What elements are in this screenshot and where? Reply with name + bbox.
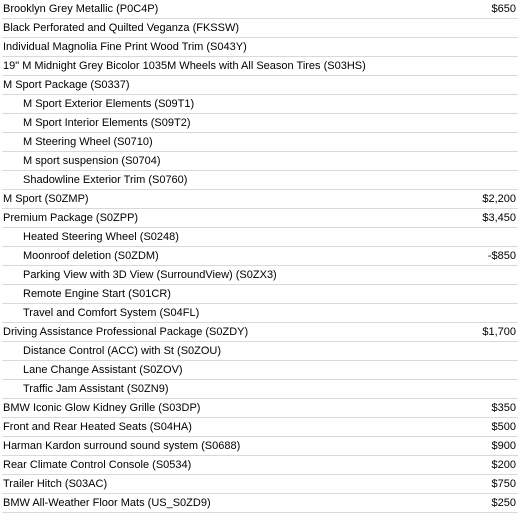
package-sub-option-row [2,152,518,171]
option-row [2,38,518,57]
package-sub-option-row [2,380,518,399]
option-price [426,38,518,57]
option-price [426,266,518,285]
option-row [2,209,518,228]
option-name: Harman Kardon surround sound system (S0688) [2,437,426,456]
option-name: Rear Climate Control Console (S0534) [2,456,426,475]
option-name: Trailer Hitch (S03AC) [2,475,426,494]
package-sub-option-row [2,285,518,304]
option-row [2,323,518,342]
option-price [426,133,518,152]
option-name: BMW Iconic Glow Kidney Grille (S03DP) [2,399,426,418]
option-row [2,475,518,494]
package-sub-option-row [2,304,518,323]
option-name: 19" M Midnight Grey Bicolor 1035M Wheels with All Season Tires (S03HS) [2,57,426,76]
option-row [2,76,518,95]
package-sub-option-row [2,361,518,380]
option-price [426,57,518,76]
option-name: Travel and Comfort System (S04FL) [2,304,426,323]
option-name: M Sport Exterior Elements (S09T1) [2,95,426,114]
option-row [2,0,518,19]
option-price [426,361,518,380]
option-name: M Sport Package (S0337) [2,76,426,95]
option-row [2,57,518,76]
option-price: -$850 [426,247,518,266]
option-price: $350 [426,399,518,418]
option-price [426,76,518,95]
option-price: $1,700 [426,323,518,342]
options-table [2,0,518,513]
option-price: $3,450 [426,209,518,228]
option-price: $750 [426,475,518,494]
option-name: M Sport (S0ZMP) [2,190,426,209]
package-sub-option-row [2,95,518,114]
package-sub-option-row [2,247,518,266]
option-price [426,342,518,361]
option-price [426,95,518,114]
option-name: Lane Change Assistant (S0ZOV) [2,361,426,380]
option-name: Front and Rear Heated Seats (S04HA) [2,418,426,437]
option-price [426,114,518,133]
option-price [426,304,518,323]
option-name: Parking View with 3D View (SurroundView) (S0ZX3) [2,266,426,285]
package-sub-option-row [2,342,518,361]
package-sub-option-row [2,228,518,247]
option-row [2,399,518,418]
package-sub-option-row [2,266,518,285]
option-name: M sport suspension (S0704) [2,152,426,171]
option-price [426,228,518,247]
option-price: $2,200 [426,190,518,209]
package-sub-option-row [2,133,518,152]
option-price [426,380,518,399]
option-price [426,285,518,304]
option-price [426,19,518,38]
option-name: Heated Steering Wheel (S0248) [2,228,426,247]
option-name: Traffic Jam Assistant (S0ZN9) [2,380,426,399]
option-name: M Steering Wheel (S0710) [2,133,426,152]
option-name: Black Perforated and Quilted Veganza (FKSSW) [2,19,426,38]
option-price: $200 [426,456,518,475]
option-name: Shadowline Exterior Trim (S0760) [2,171,426,190]
option-name: Moonroof deletion (S0ZDM) [2,247,426,266]
option-name: BMW All-Weather Floor Mats (US_S0ZD9) [2,494,426,513]
package-sub-option-row [2,171,518,190]
option-name: Premium Package (S0ZPP) [2,209,426,228]
option-price: $250 [426,494,518,513]
option-name: Driving Assistance Professional Package (S0ZDY) [2,323,426,342]
option-name: Individual Magnolia Fine Print Wood Trim (S043Y) [2,38,426,57]
options-list [2,0,518,513]
option-row [2,437,518,456]
option-name: Distance Control (ACC) with St (S0ZOU) [2,342,426,361]
option-price [426,171,518,190]
option-name: Brooklyn Grey Metallic (P0C4P) [2,0,426,19]
option-price: $650 [426,0,518,19]
option-row [2,418,518,437]
option-price: $500 [426,418,518,437]
option-row [2,190,518,209]
option-row [2,456,518,475]
option-price [426,152,518,171]
option-name: M Sport Interior Elements (S09T2) [2,114,426,133]
option-price: $900 [426,437,518,456]
option-name: Remote Engine Start (S01CR) [2,285,426,304]
option-row [2,19,518,38]
package-sub-option-row [2,114,518,133]
